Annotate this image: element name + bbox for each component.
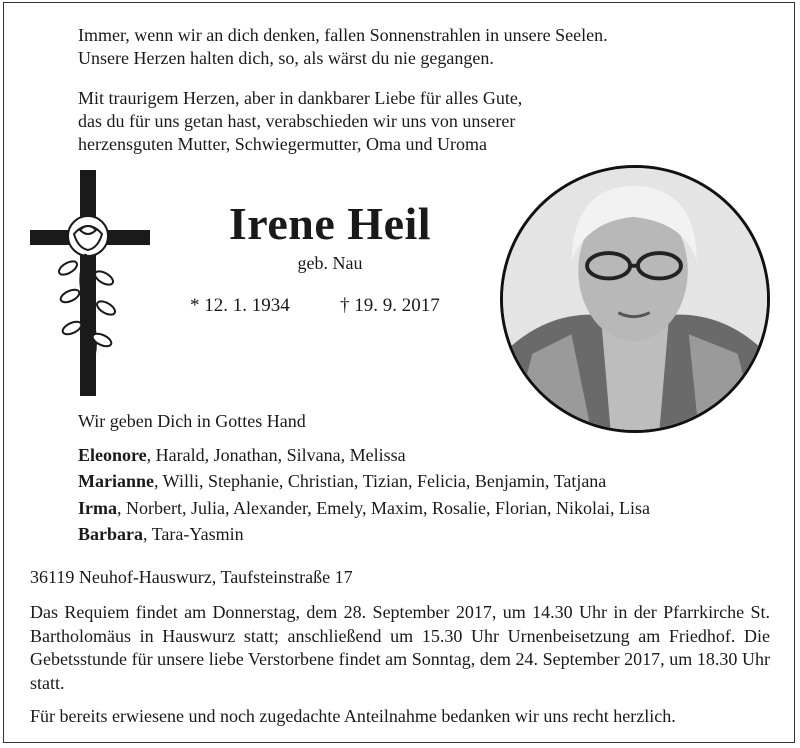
family-members: , Tara-Yasmin — [143, 524, 244, 544]
birth-name: geb. Nau — [297, 253, 363, 273]
intro-line-3: Mit traurigem Herzen, aber in dankbarer Liebe für alles Gute, — [78, 88, 523, 108]
family-lead-name: Barbara — [78, 524, 143, 544]
portrait-photo — [500, 165, 770, 433]
intro-line-5: herzensguten Mutter, Schwiegermutter, Oma und Uroma — [78, 134, 487, 154]
family-lead-name: Eleonore — [78, 445, 147, 465]
family-line-1 — [78, 444, 406, 466]
intro-line-4: das du für uns getan hast, verabschieden wir uns von unserer — [78, 111, 516, 131]
family-line-2 — [78, 470, 606, 492]
intro-line-1: Immer, wenn wir an dich denken, fallen Sonnenstrahlen in unsere Seelen. — [78, 25, 608, 45]
deceased-name: Irene Heil — [228, 198, 432, 249]
family-members: , Willi, Stephanie, Christian, Tizian, Felicia, Benjamin, Tatjana — [154, 471, 607, 491]
family-lead-name: Marianne — [78, 471, 154, 491]
family-members: , Norbert, Julia, Alexander, Emely, Maxim, Rosalie, Florian, Nikolai, Lisa — [117, 498, 651, 518]
family-line-4 — [78, 523, 244, 545]
cross-with-rose-icon — [28, 168, 152, 398]
death-date: † 19. 9. 2017 — [340, 295, 440, 316]
family-members: , Harald, Jonathan, Silvana, Melissa — [146, 445, 406, 465]
requiem-paragraph: Das Requiem findet am Donnerstag, dem 28. September 2017, um 14.30 Uhr in der Pfarrkirche St. Bartholomäus in Hauswurz statt; anschließend um 15.30 Uhr Urnenbeisetzung am Friedhof. Die Gebetsstunde für unsere liebe Verstorbene findet am Sonntag, dem 24. September 2017, um 18.30 Uhr statt. — [30, 602, 770, 693]
birth-date: * 12. 1. 1934 — [190, 295, 290, 316]
family-lead-name: Irma — [78, 498, 117, 518]
family-line-3 — [78, 497, 650, 519]
thanks-line: Für bereits erwiesene und noch zugedachte Anteilnahme bedanken wir uns recht herzlich. — [30, 706, 676, 726]
intro-line-2: Unsere Herzen halten dich, so, als wärst du nie gegangen. — [78, 48, 494, 68]
farewell-line: Wir geben Dich in Gottes Hand — [78, 411, 306, 431]
address: 36119 Neuhof-Hauswurz, Taufsteinstraße 17 — [30, 567, 353, 587]
